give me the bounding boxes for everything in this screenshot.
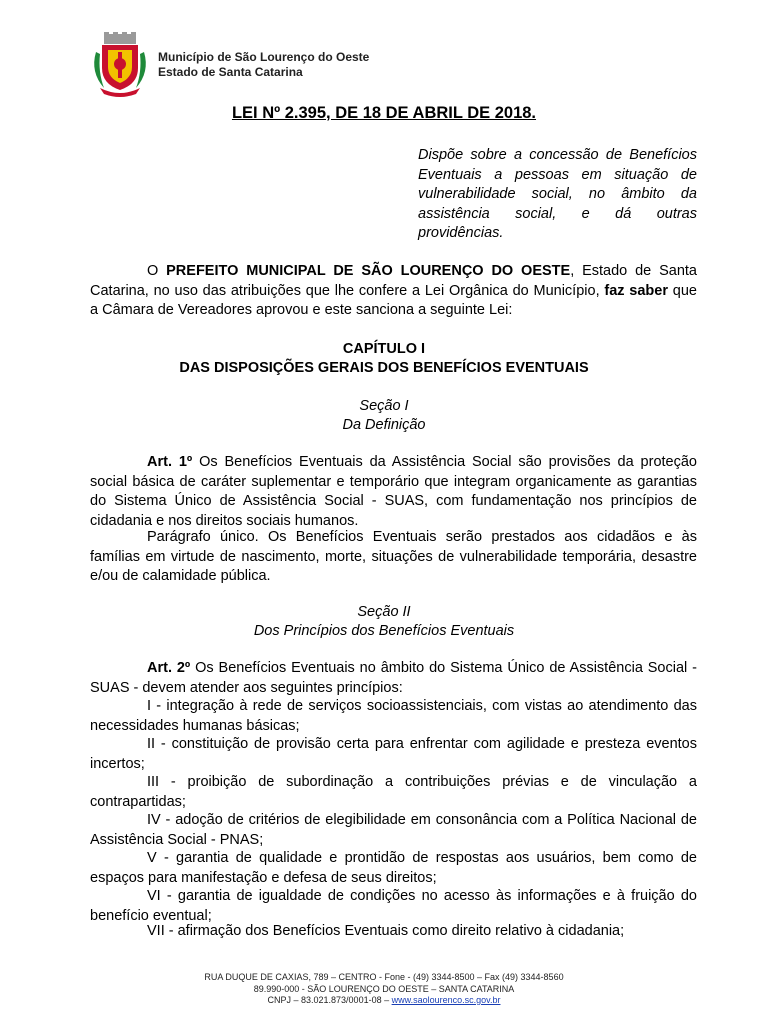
article-1-paragraph: Parágrafo único. Os Benefícios Eventuais serão prestados aos cidadãos e às famílias em virtude de nascimento, morte, situações de vulnerabilidade temporária, desastre e/ou de calamidade pública. [90, 529, 697, 584]
article-2-item-3: III - proibição de subordinação a contribuições prévias e de vinculação a contrapartidas; [90, 774, 697, 810]
footer-website-link[interactable]: www.saolourenco.sc.gov.br [391, 995, 501, 1005]
section-1-label: Seção I [359, 398, 409, 414]
letterhead [90, 32, 369, 98]
footer-cnpj-line [0, 995, 768, 1007]
chapter-title: DAS DISPOSIÇÕES GERAIS DOS BENEFÍCIOS EVENTUAIS [179, 360, 589, 376]
municipality-name: Município de São Lourenço do Oeste [158, 50, 370, 64]
preamble-text-1: O [147, 263, 167, 279]
article-2-item-5: V - garantia de qualidade e prontidão de respostas aos usuários, bem como de espaços para manifestação e defesa de seus direitos; [90, 850, 697, 886]
article-2-item-6: VI - garantia de igualdade de condições no acesso às informações e à fruição do benefício eventual; [90, 888, 697, 924]
state-name: Estado de Santa Catarina [158, 65, 303, 79]
article-2 [90, 659, 697, 698]
article-2-text: Os Benefícios Eventuais no âmbito do Sistema Único de Assistência Social - SUAS - devem atender aos seguintes princípios: [90, 660, 697, 696]
section-2-title: Dos Princípios dos Benefícios Eventuais [253, 623, 515, 639]
preamble-mayor: PREFEITO MUNICIPAL DE SÃO LOURENÇO DO OESTE [166, 263, 571, 279]
letterhead-text [158, 50, 369, 80]
article-2-item-4: IV - adoção de critérios de elegibilidade em consonância com a Política Nacional de Assistência Social - PNAS; [90, 812, 697, 848]
chapter-label: CAPÍTULO I [342, 341, 426, 357]
footer-city: 89.990-000 - SÃO LOURENÇO DO OESTE – SANTA CATARINA [253, 983, 515, 994]
section-1-title: Da Definição [342, 417, 426, 433]
article-2-item-7: VII - afirmação dos Benefícios Eventuais como direito relativo à cidadania; [147, 923, 625, 939]
footer-cnpj: CNPJ – 83.021.873/0001-08 – [267, 995, 392, 1005]
law-summary: Dispõe sobre a concessão de Benefícios Eventuais a pessoas em situação de vulnerabilidade social, no âmbito da assistência social, e dá outras providências. [418, 147, 697, 241]
article-1-label: Art. 1º [147, 454, 193, 470]
preamble-text-3: que a Câmara de Vereadores aprovou e este sanciona a seguinte Lei: [90, 282, 697, 318]
footer [0, 972, 768, 1007]
municipal-coat-of-arms-icon [90, 32, 150, 98]
preamble-faz-saber: faz saber [604, 282, 668, 299]
section-2-label: Seção II [357, 604, 411, 620]
preamble-text-2: , Estado de Santa Catarina, no uso das atribuições que lhe confere a Lei Orgânica do Município, [90, 263, 697, 299]
article-2-label: Art. 2º [147, 660, 191, 676]
law-title: LEI Nº 2.395, DE 18 DE ABRIL DE 2018. [231, 104, 537, 122]
article-2-item-2: II - constituição de provisão certa para enfrentar com agilidade e presteza eventos incertos; [90, 736, 697, 772]
preamble-paragraph [90, 262, 697, 321]
article-1 [90, 453, 697, 531]
footer-address: RUA DUQUE DE CAXIAS, 789 – CENTRO - Fone - (49) 3344-8500 – Fax (49) 3344-8560 [204, 972, 564, 982]
article-2-item-1: I - integração à rede de serviços socioassistenciais, com vistas ao atendimento das necessidades humanas básicas; [90, 698, 697, 734]
article-1-text: Os Benefícios Eventuais da Assistência Social são provisões da proteção social básica de caráter suplementar e temporário que integram organicamente as garantias do Sistema Único de Assistência Social - SUAS, com fundamentação nos princípios de cidadania e nos direitos sociais humanos. [90, 454, 697, 529]
